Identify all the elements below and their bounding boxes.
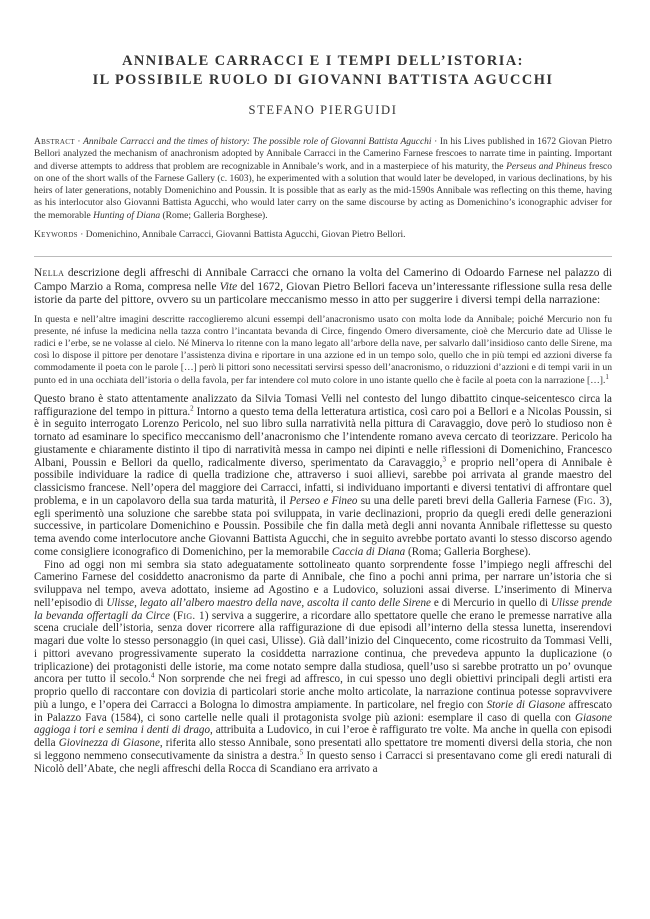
body-paragraph-1 xyxy=(34,393,612,559)
footnote-ref-4: 4 xyxy=(150,671,155,680)
lead-paragraph xyxy=(34,267,612,307)
lead-work-vite: Vite xyxy=(219,280,238,293)
p1-text-b: Intorno a questo tema della letteratura artistica, così caro poi a Bellori e a Nicolas Poussin, si è in seguito interrogato Lorenzo Pericolo, nel suo libro sulla narratività nella pittura di Caravaggio, dove però lo studioso non è tornato ad esaminare lo specifico meccanismo dell’anacronismo che l’intendente romano aveva cercato di teorizzare. Pericolo ha giustamente e chiaramente distinto il tipo di narratività messa in campo nei dipinti e nelle riflessioni di Domenichino, Francesco Albani, Poussin e Bellori da quello, radicalmente diverso, sperimentato da Caravaggio, xyxy=(34,405,612,469)
abstract-separator: · xyxy=(74,137,84,147)
keywords xyxy=(34,229,612,241)
p2-text-b: e di Mercurio in quello di xyxy=(430,596,551,609)
footnote-ref-5: 5 xyxy=(299,748,304,757)
p2-work-giasone: Storie di Giasone xyxy=(486,698,566,711)
figure-ref-3: Fig. 3 xyxy=(577,494,606,507)
keywords-text: · Domenichino, Annibale Carracci, Giovanni Battista Agucchi, Giovan Pietro Bellori. xyxy=(77,230,406,241)
p2-text-e: Non sorprende che nei fregi ad affresco, in cui spesso uno degli obiettivi principali degli artisti era proprio quello di raccontare con dovizia di particolari storie anche molto articolate, la narrazione continua potesse sopravvivere più a lungo, e l’opera dei Carracci a Bologna lo dimostra ampiamente. In particolare, nel fregio con xyxy=(34,673,612,711)
p2-work-aggioga: Giasone aggioga i tori e semina i denti di drago xyxy=(34,711,612,737)
figure-ref-1: Fig. 1 xyxy=(176,609,205,622)
abstract-text-2: fresco on one of the short walls of the Farnese Gallery (c. 1603), he experimented with a solution that would later be developed, in various declinations, by his heirs of later generations, notably Domenichino and Poussin. It is possible that as early as the mid-1590s Annibale was reflecting on this theme, having as his interlocutor also Giovanni Battista Agucchi, who would later carry on the same discourse by acting as Domenichino’s iconographic adviser for the memorable xyxy=(34,161,612,221)
lead-text-1: descrizione degli affreschi di Annibale Carracci che ornano la volta del Camerino di Odoardo Farnese nel palazzo di Campo Marzio a Roma, compresa nelle xyxy=(34,267,612,293)
footnote-ref-3: 3 xyxy=(442,454,446,463)
footnote-ref-2: 2 xyxy=(190,403,194,412)
title-line-1: ANNIBALE CARRACCI E I TEMPI DELL’ISTORIA: xyxy=(122,53,524,69)
p2-text-a: Fino ad oggi non mi sembra sia stato adeguatamente sottolineato quanto sorprendente fosse l’impiego negli affreschi del Camerino Farnese del cosiddetto anacronismo da parte di Annibale, che fino a pochi anni prima, per narrare un’istoria che si sviluppava nel tempo, aveva adottato, insieme ad Agostino e a Ludovico, soluzioni assai diverse. L’inserimento di Minerva nell’episodio di xyxy=(34,558,612,609)
p1-text-e: ), egli sperimentò una soluzione che sarebbe stata poi sviluppata, in varie declinazioni, proprio da quegli eredi delle generazioni successive, in particolare Domenichino e Poussin. Possibile che fin dalla metà degli anni novanta Annibale riflettesse su questo tema avendo come interlocutore anche Giovanni Battista Agucchi, che in seguito avrebbe portato avanti lo stesso discorso agendo come consigliere iconografico di Domenichino, per la memorabile xyxy=(34,494,612,558)
p2-text-i: In questo senso i Carracci si presentavano come gli eredi naturali di Nicolò dell’Abate, che negli affreschi della Rocca di Scandiano era arrivato a xyxy=(34,749,612,775)
abstract-label: Abstract xyxy=(34,137,75,147)
p1-text-c: e proprio nell’opera di Annibale è possibile individuare la radice di quella tradizione che, attraverso i suoi allievi, sarebbe poi arrivata al grande maestro del classicismo francese. Nell’opera del maggiore dei Carracci, infatti, si individuano importanti e diversi tentativi di affrontare quel problema, e in un capolavoro della sua tarda maturità, il xyxy=(34,456,612,507)
p2-text-d: ) serviva a suggerire, a ricordare allo spettatore quelle che erano le premesse narrative alla scena cruciale dell’istoria, senza dover ricorrere alla raffigurazione di due episodi all’interno della stessa lunetta, inserendovi magari due volte lo stesso personaggio (in quei casi, Ulisse). Già dall’inizio del Cinquecento, come ricostruito da Tommasi Velli, i pittori avevano progressivamente superato la cosiddetta narrazione continua, che prevedeva appunto la duplicazione (o triplicazione) dei protagonisti delle istorie, ma come notato sempre dalla studiosa, quell’uso si sarebbe protratto un po’ ovunque ancora per tutto il secolo. xyxy=(34,609,612,686)
abstract-title: Annibale Carracci and the times of history: The possible role of Giovanni Battista Agucchi xyxy=(83,137,432,147)
article-title xyxy=(34,52,612,90)
section-divider xyxy=(34,256,612,257)
abstract-work-2: Hunting of Diana xyxy=(93,210,161,221)
body-paragraph-2 xyxy=(34,559,612,776)
abstract-work-1: Perseus and Phineus xyxy=(506,161,587,172)
p1-text-f: (Roma; Galleria Borghese). xyxy=(405,545,531,558)
abstract-text-3: (Rome; Galleria Borghese). xyxy=(160,210,268,221)
p2-text-h: , riferita allo stesso Annibale, sono presentati allo spettatore tre momenti diversi della storia, che non si leggono nemmeno consecutivamente da sinistra a destra. xyxy=(34,737,612,762)
p2-text-g: , attribuita a Ludovico, in cui l’eroe è raffigurato tre volte. Ma anche in quella con episodi della xyxy=(34,724,612,750)
p2-work-bevanda: Ulisse prende la bevanda offertagli da Circe xyxy=(34,596,612,622)
title-line-2: IL POSSIBILE RUOLO DI GIOVANNI BATTISTA AGUCCHI xyxy=(92,72,554,88)
p2-work-giovinezza: Giovinezza di Giasone xyxy=(58,737,160,750)
footnote-ref-1: 1 xyxy=(605,372,609,381)
p1-text-d: su una delle pareti brevi della Galleria Farnese ( xyxy=(357,494,578,507)
p2-work-ulisse: Ulisse, legato all’albero maestro della nave, ascolta il canto delle Sirene xyxy=(106,596,431,609)
keywords-label: Keywords xyxy=(34,230,78,241)
abstract xyxy=(34,136,612,222)
p1-work-caccia: Caccia di Diana xyxy=(331,545,406,558)
block-quote xyxy=(34,314,612,387)
lead-text-2: del 1672, Giovan Pietro Bellori faceva un’interessante riflessione sulla resa delle istorie da parte del pittore, ovvero su un particolare meccanismo messo in atto per suggerire i diversi tempi della narrazione: xyxy=(34,280,612,307)
article-author: STEFANO PIERGUIDI xyxy=(248,103,398,117)
p1-work-perseo: Perseo e Fineo xyxy=(289,494,358,507)
p2-text-c: ( xyxy=(169,609,177,622)
p1-text-a: Questo brano è stato attentamente analizzato da Silvia Tomasi Velli nel contesto del lungo dibattito cinque-seicentesco circa la raffigurazione del tempo in pittura. xyxy=(34,392,612,418)
quote-text: In questa e nell’altre imagini descritte raccoglieremo alcuni essempi dell’anacronismo usato con molta lode da Annibale; poiché Mercurio non fu presente, né infuse la medicina nella tazza contro l’incantata bevanda di Circe, fingendo Omero diversamente, cioè che Mercurio date ad Ulisse le radici e l’erbe, se ne volasse al cielo. Né Minerva lo ritenne con la mano legato all’arbore della nave, per salvarlo dall’insidioso canto delle Sirene, ma così lo dispose il pittore per denotare l’assistenza divina e riportare in una azzione ed in un tempo solo, quello che in più tempi ed azzioni diverse fa commodamente il poeta con le parole […] però li pittori sono necessitati servirsi spesso dell’anacronismo, o riduzzioni d’azzioni e di tempi varii in un punto ed in una occhiata dell’istoria o della favola, per far intendere col muto colore in uno istante quello che è facile al poeta con la narrazione […]. xyxy=(34,313,612,386)
abstract-text-1: · In his Lives published in 1672 Giovan Pietro Bellori analyzed the mechanism of anachronism adopted by Annibale Carracci in the Camerino Farnese frescoes to narrate time in painting. Important and diverse attempts to address that problem are recognizable in Annibale’s work, and in a masterpiece of his maturity, the xyxy=(34,137,612,172)
p2-text-f: affrescato in Palazzo Fava (1584), ci sono cartelle nelle quali il protagonista svolge più azioni: esemplare il caso di quella con xyxy=(34,698,612,724)
lead-first-word: Nella xyxy=(34,267,65,280)
